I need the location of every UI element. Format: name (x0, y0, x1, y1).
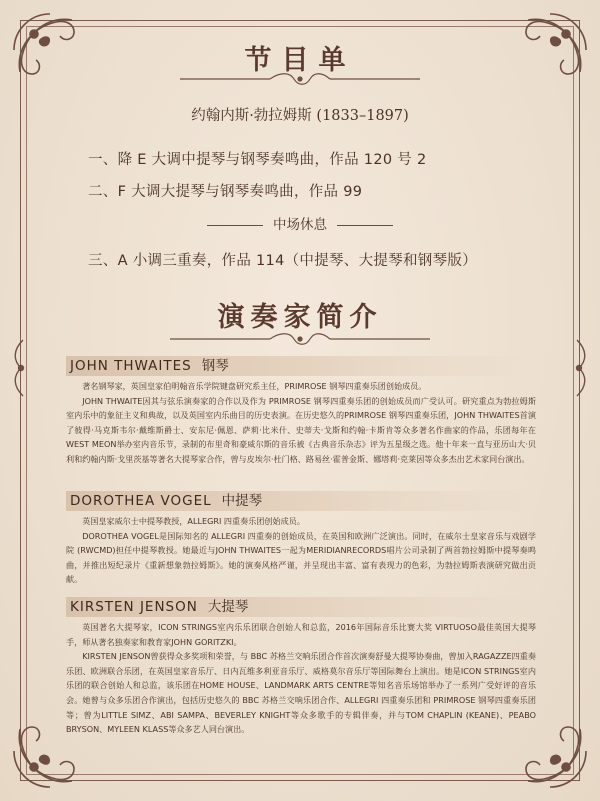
program-item: 二、F 大调大提琴与钢琴奏鸣曲，作品 99 (88, 184, 363, 200)
artist-header (66, 597, 534, 617)
bio-paragraph: KIRSTEN JENSON曾获得众多奖项和荣誉，与 BBC 苏格兰交响乐团合作首次演奏舒曼大提琴协奏曲，曾加入RAGAZZE四重奏乐团、欧洲联合乐团，在英国皇家音乐厅、日内瓦维多利亚音乐厅、威格莫尔音乐厅等国际舞台上演出。她是ICON STRINGS室内乐团的联合创始人和总监，该乐团在HOME HOUSE、LANDMARK ARTS CENTRE等知名音乐场馆举办了一系列广受好评的音乐会。她曾与众多乐团合作演出，包括历史悠久的 BBC 苏格兰交响乐团合作、ALLEGRI 四重奏乐团和 PRIMROSE 钢琴四重奏乐团等；曾为LITTLE SIMZ、ABI SAMPA、BEVERLEY KNIGHT等众多歌手的专辑伴奏，并与TOM CHAPLIN (KEANE)、PEABO BRYSON、MYLEEN KLASS等众多艺人同台演出。 (66, 651, 536, 735)
artist-header (66, 491, 534, 511)
artist-role: 大提琴 (207, 599, 249, 615)
artist-bio (66, 514, 536, 587)
bio-paragraph: 著名钢琴家，英国皇家伯明翰音乐学院键盘研究系主任，PRIMROSE 钢琴四重奏乐团创始成员。 (82, 381, 427, 391)
bio-paragraph: 英国皇家威尔士中提琴教授，ALLEGRI 四重奏乐团创始成员。 (82, 516, 305, 526)
divider (207, 225, 263, 226)
bio-paragraph: JOHN THWAITE因其与弦乐演奏家的合作以及作为 PRIMROSE 钢琴四重奏乐团的创始成员而广受认可。研究重点为勃拉姆斯室内乐中的象征主义和典故，以及英国室内乐曲目的历史表演。在历史悠久的PRIMROSE 钢琴四重奏乐团，JOHN THWAITES首演了彼得·马克斯韦尔·戴维斯爵士、安东尼·佩恩、萨莉·比米什、史蒂夫·戈斯和约翰·卡斯肯等众多著名作曲家的作品，乐团每年在WEST MEON举办室内音乐节，录制的布里奇和豪威尔斯的音乐被《古典音乐杂志》评为五星级之选。他十年来一直与亚历山大·贝利和约翰内斯·戈里茨基等著名大提琴家合作，曾与皮埃尔·杜门格、路易丝·霍普金斯、娜塔莉·克莱因等众多杰出艺术家同台演出。 (66, 395, 536, 464)
side-ornament-icon (9, 338, 31, 398)
program-item: 三、A 小调三重奏，作品 114（中提琴、大提琴和钢琴版） (88, 253, 478, 269)
artist-name: KIRSTEN JENSON (70, 599, 198, 615)
artist-name: DOROTHEA VOGEL (70, 493, 212, 509)
program-title: 节目单 (244, 45, 356, 76)
artist-name: JOHN THWAITES (70, 358, 192, 374)
divider (337, 225, 393, 226)
artist-bio (66, 620, 536, 737)
intermission-label: 中场休息 (273, 217, 327, 233)
composer-name: 约翰内斯·勃拉姆斯 (1833–1897) (191, 108, 409, 124)
side-ornament-icon (569, 338, 591, 398)
artist-role: 钢琴 (201, 358, 229, 374)
performers-title: 演奏家简介 (217, 302, 383, 333)
bio-paragraph: 英国著名大提琴家，ICON STRINGS室内乐乐团联合创始人和总监，2016年国际音乐比赛大奖 VIRTUOSO最佳英国大提琴手，师从著名独奏家和教育家JOHN GORITZKI。 (66, 622, 536, 647)
bio-paragraph: DOROTHEA VOGEL是国际知名的 ALLEGRI 四重奏的创始成员，在英国和欧洲广泛演出。同时，在威尔士皇家音乐与戏剧学院 (RWCMD)担任中提琴教授。她最近与JOHN THWAITES一起为MERIDIANRECORDS唱片公司录制了两首勃拉姆斯中提琴奏鸣曲，并推出短纪录片《重新想象勃拉姆斯》。她的演奏风格严谨，并呈现出丰富、富有表现力的色彩，为勃拉姆斯表演研究做出贡献。 (66, 530, 536, 585)
artist-header (66, 356, 534, 376)
artist-role: 中提琴 (221, 493, 263, 509)
program-item: 一、降 E 大调中提琴与钢琴奏鸣曲，作品 120 号 2 (88, 152, 427, 168)
intermission (0, 213, 600, 233)
title-flourish-icon (170, 70, 430, 88)
artist-bio (66, 379, 536, 467)
section-flourish-icon (160, 330, 440, 348)
